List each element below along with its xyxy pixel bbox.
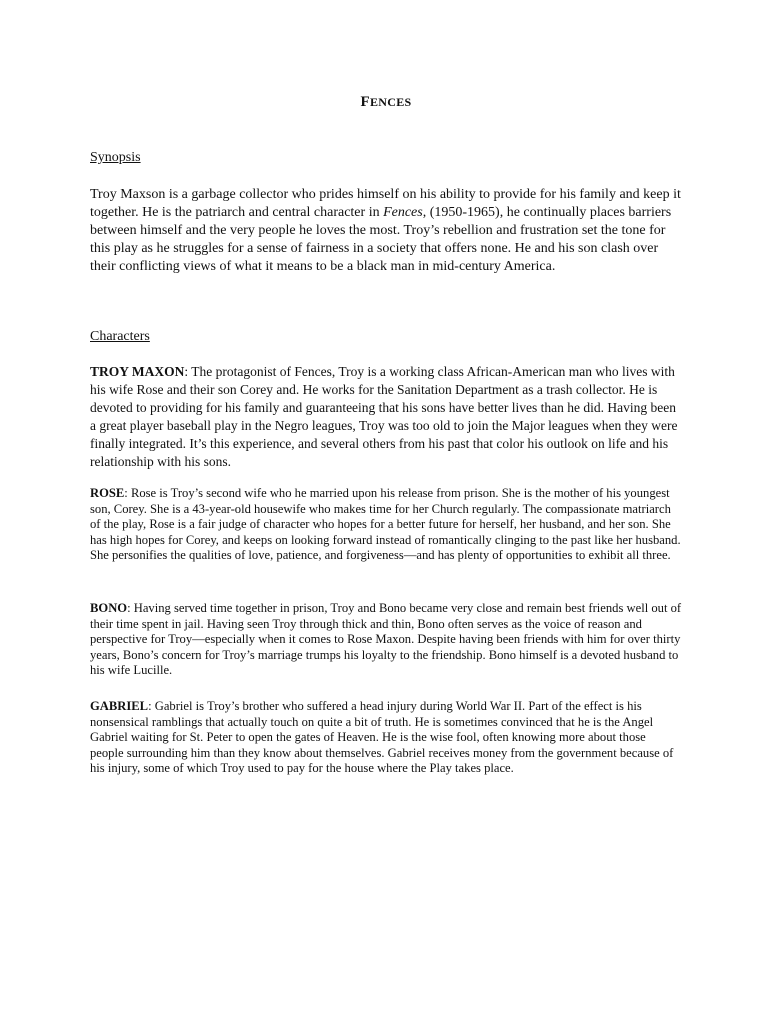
characters-heading: Characters: [90, 329, 150, 344]
character-name: TROY MAXON: [90, 364, 185, 379]
synopsis-paragraph: [90, 186, 682, 276]
character-name: ROSE: [90, 486, 125, 500]
synopsis-text-end: , (1950-1965), he continually places barriers between himself and the very people he loves the most. Troy’s rebellion and frustration set the tone for this play as he struggles for a sense of fairness in a society that offers none. He and his son clash over their conflicting views of what it means to be a black man in mid-century America.: [90, 205, 672, 274]
character-description: : Having served time together in prison, Troy and Bono became very close and remain best friends well out of their time spent in jail. Having seen Troy through thick and thin, Bono often serves as the voice of reason and perspective for Troy—especially when it comes to Rose Maxon. Despite having been friends with him for over thirty years, Bono’s concern for Troy’s marriage trumps his loyalty to the friendship. Bono himself is a devoted husband to his wife Lucille.: [90, 601, 682, 678]
character-description: : The protagonist of Fences, Troy is a working class African-American man who lives with his wife Rose and their son Corey and. He works for the Sanitation Department as a trash collector. He is devoted to providing for his family and guaranteeing that his sons have better lives than he did. Having been a great player baseball play in the Negro leagues, Troy was too old to join the Major leagues when they were finally integrated. It’s this experience, and several others from his past that color his outlook on life and his relationship with his sons.: [90, 364, 678, 469]
character-entry-rose: [90, 486, 682, 564]
character-name: GABRIEL: [90, 699, 149, 713]
character-description: : Rose is Troy’s second wife who he married upon his release from prison. She is the mother of his youngest son, Corey. She is a 43-year-old housewife who makes time for her Church regularly. The compassionate matriarch of the play, Rose is a fair judge of character who hopes for a better future for herself, her husband, and her son. She has high hopes for Corey, and keeps on looking forward instead of romantically clinging to the past like her husband. She personifies the qualities of love, patience, and forgiveness—and has plenty of opportunities to exhibit all three.: [90, 486, 681, 563]
character-entry-bono: [90, 601, 682, 679]
title-rest: ENCES: [369, 95, 412, 109]
document-title: [90, 94, 682, 111]
character-entry-troy: [90, 363, 682, 471]
synopsis-text-start: Troy Maxson is a garbage collector who prides himself on his ability to provide for his family and keep it together. He is the patriarch and central character in: [90, 187, 681, 220]
synopsis-play-title: Fences: [383, 205, 423, 220]
title-first-letter: F: [360, 94, 370, 110]
character-name: BONO: [90, 601, 128, 615]
character-entry-gabriel: [90, 699, 682, 777]
synopsis-heading: Synopsis: [90, 150, 141, 165]
character-description: : Gabriel is Troy’s brother who suffered a head injury during World War II. Part of the effect is his nonsensical ramblings that actually touch on quite a bit of truth. He is sometimes convinced that he is the Angel Gabriel waiting for St. Peter to open the gates of Heaven. He is the wise fool, often knowing more about those people surrounding him than they know about themselves. Gabriel receives money from the government because of his injury, some of which Troy used to pay for the house where the Play takes place.: [90, 699, 674, 776]
